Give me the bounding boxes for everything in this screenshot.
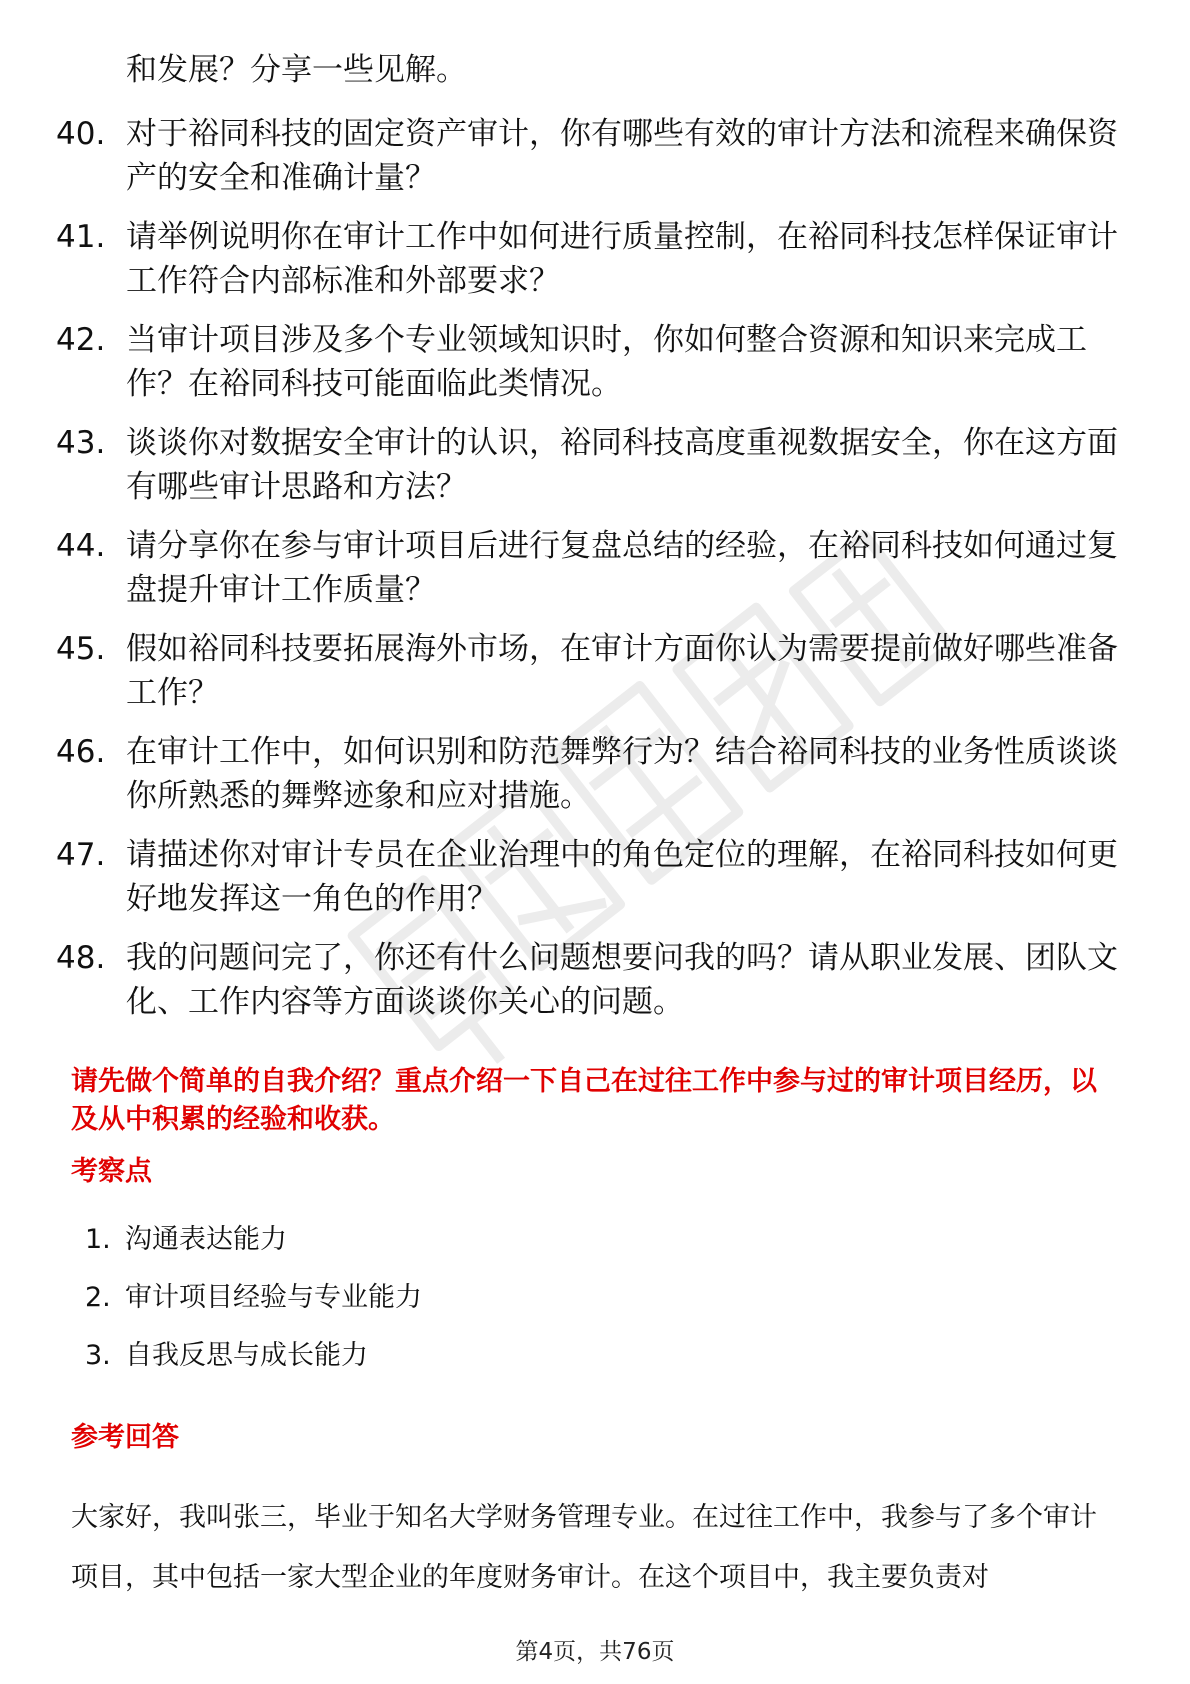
continuation-text: 和发展？分享一些见解。 (126, 52, 467, 88)
question-item (56, 936, 1136, 1024)
examine-point-text: 沟通表达能力 (125, 1224, 287, 1255)
question-text: 假如裕同科技要拓展海外市场，在审计方面你认为需要提前做好哪些准备工作？ (126, 631, 1118, 711)
question-item (56, 215, 1136, 303)
intro-question-heading: 请先做个简单的自我介绍？重点介绍一下自己在过往工作中参与过的审计项目经历，以及从中积累的经验和收获。 (71, 1066, 1097, 1135)
question-number: 40. (56, 116, 106, 152)
examine-point (85, 1338, 422, 1396)
question-item (56, 421, 1136, 509)
examine-points-heading: 考察点 (71, 1156, 152, 1187)
question-text: 请分享你在参与审计项目后进行复盘总结的经验，在裕同科技如何通过复盘提升审计工作质量？ (126, 528, 1118, 608)
question-item (56, 627, 1136, 715)
question-number: 43. (56, 425, 106, 461)
question-number: 48. (56, 940, 106, 976)
reference-answer-text: 大家好，我叫张三，毕业于知名大学财务管理专业。在过往工作中，我参与了多个审计项目，其中包括一家大型企业的年度财务审计。在这个项目中，我主要负责对 (71, 1502, 1097, 1593)
question-item (56, 730, 1136, 818)
question-text: 在审计工作中，如何识别和防范舞弊行为？结合裕同科技的业务性质谈谈你所熟悉的舞弊迹象和应对措施。 (126, 734, 1118, 814)
question-text: 当审计项目涉及多个专业领域知识时，你如何整合资源和知识来完成工作？在裕同科技可能面临此类情况。 (126, 322, 1087, 402)
reference-answer-heading: 参考回答 (71, 1422, 179, 1453)
page-footer: 第4页，共76页 (515, 1639, 675, 1665)
question-number: 44. (56, 528, 106, 564)
question-number: 45. (56, 631, 106, 667)
question-number: 47. (56, 837, 106, 873)
question-item (56, 524, 1136, 612)
examine-point (85, 1222, 422, 1280)
question-text: 我的问题问完了，你还有什么问题想要问我的吗？请从职业发展、团队文化、工作内容等方面谈谈你关心的问题。 (126, 940, 1118, 1020)
question-number: 46. (56, 734, 106, 770)
question-item (56, 833, 1136, 921)
question-number: 42. (56, 322, 106, 358)
question-item (56, 318, 1136, 406)
question-text: 请举例说明你在审计工作中如何进行质量控制，在裕同科技怎样保证审计工作符合内部标准和外部要求？ (126, 219, 1118, 299)
examine-point-number: 2. (85, 1282, 111, 1313)
question-list (56, 112, 1136, 1039)
examine-point-text: 审计项目经验与专业能力 (125, 1282, 422, 1313)
question-number: 41. (56, 219, 106, 255)
examine-point-number: 1. (85, 1224, 111, 1255)
question-item (56, 112, 1136, 200)
question-text: 谈谈你对数据安全审计的认识，裕同科技高度重视数据安全，你在这方面有哪些审计思路和方法？ (126, 425, 1118, 505)
examine-point (85, 1280, 422, 1338)
examine-points-list (85, 1222, 422, 1396)
question-text: 对于裕同科技的固定资产审计，你有哪些有效的审计方法和流程来确保资产的安全和准确计量？ (126, 116, 1118, 196)
question-text: 请描述你对审计专员在企业治理中的角色定位的理解，在裕同科技如何更好地发挥这一角色的作用？ (126, 837, 1118, 917)
examine-point-text: 自我反思与成长能力 (125, 1340, 368, 1371)
examine-point-number: 3. (85, 1340, 111, 1371)
